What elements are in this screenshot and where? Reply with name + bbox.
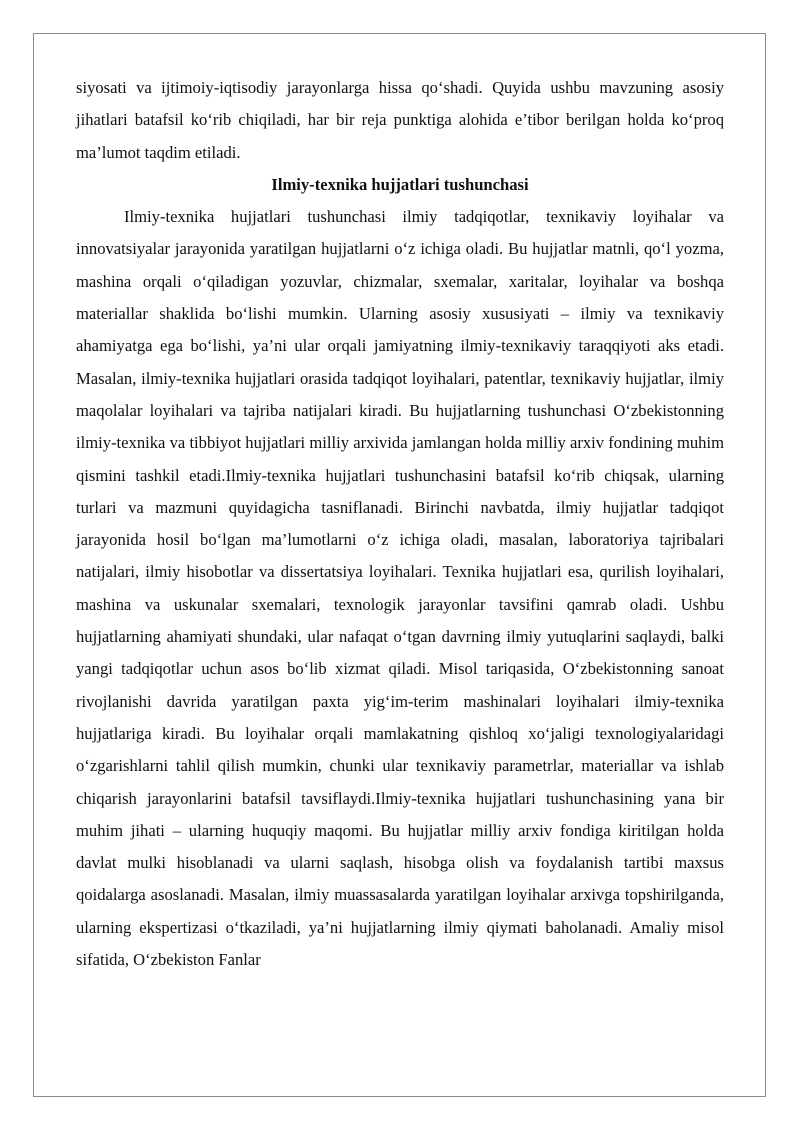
- document-body: [76, 72, 724, 976]
- section-heading: Ilmiy-texnika hujjatlari tushunchasi: [271, 174, 529, 194]
- body-paragraph: Ilmiy-texnika hujjatlari tushunchasi ilmiy tadqiqotlar, texnikaviy loyihalar va innovatsiyalar jarayonida yaratilgan hujjatlarni o‘z ichiga oladi. Bu hujjatlar matnli, qo‘l yozma, mashina orqali o‘qiladigan yozuvlar, chizmalar, sxemalar, xaritalar, loyihalar va boshqa materiallar shaklida bo‘lishi mumkin. Ularning asosiy xususiyati – ilmiy va texnikaviy ahamiyatga ega bo‘lishi, ya’ni ular orqali jamiyatning ilmiy-texnikaviy taraqqiyoti aks etadi. Masalan, ilmiy-texnika hujjatlari orasida tadqiqot loyihalari, patentlar, texnikaviy hujjatlar, ilmiy maqolalar loyihalari va tajriba natijalari kiradi. Bu hujjatlarning tushunchasi O‘zbekistonning ilmiy-texnika va tibbiyot hujjatlari milliy arxivida jamlangan holda milliy arxiv fondining muhim qismini tashkil etadi.Ilmiy-texnika hujjatlari tushunchasini batafsil ko‘rib chiqsak, ularning turlari va mazmuni quyidagicha tasniflanadi. Birinchi navbatda, ilmiy hujjatlar tadqiqot jarayonida hosil bo‘lgan ma’lumotlarni o‘z ichiga oladi, masalan, laboratoriya tajribalari natijalari, ilmiy hisobotlar va dissertatsiya loyihalari. Texnika hujjatlari esa, qurilish loyihalari, mashina va uskunalar sxemalari, texnologik jarayonlar tavsifini qamrab oladi. Ushbu hujjatlarning ahamiyati shundaki, ular nafaqat o‘tgan davrning ilmiy yutuqlarini saqlaydi, balki yangi tadqiqotlar uchun asos bo‘lib xizmat qiladi. Misol tariqasida, O‘zbekistonning sanoat rivojlanishi davrida yaratilgan paxta yig‘im-terim mashinalari loyihalari ilmiy-texnika hujjatlariga kiradi. Bu loyihalar orqali mamlakatning qishloq xo‘jaligi texnologiyalaridagi o‘zgarishlarni tahlil qilish mumkin, chunki ular texnikaviy parametrlar, materiallar va ishlab chiqarish jarayonlarini batafsil tavsiflaydi.Ilmiy-texnika hujjatlari tushunchasining yana bir muhim jihati – ularning huquqiy maqomi. Bu hujjatlar milliy arxiv fondiga kiritilgan holda davlat mulki hisoblanadi va ularni saqlash, hisobga olish va foydalanish tartibi maxsus qoidalarga asoslanadi. Masalan, ilmiy muassasalarda yaratilgan loyihalar arxivga topshirilganda, ularning ekspertizasi o‘tkaziladi, ya’ni hujjatlarning ilmiy qiymati baholanadi. Amaliy misol sifatida, O‘zbekiston Fanlar: [76, 207, 724, 970]
- intro-paragraph: siyosati va ijtimoiy-iqtisodiy jarayonlarga hissa qo‘shadi. Quyida ushbu mavzuning asosiy jihatlari batafsil ko‘rib chiqiladi, har bir reja punktiga alohida e’tibor berilgan holda ko‘proq ma’lumot taqdim etiladi.: [76, 78, 724, 162]
